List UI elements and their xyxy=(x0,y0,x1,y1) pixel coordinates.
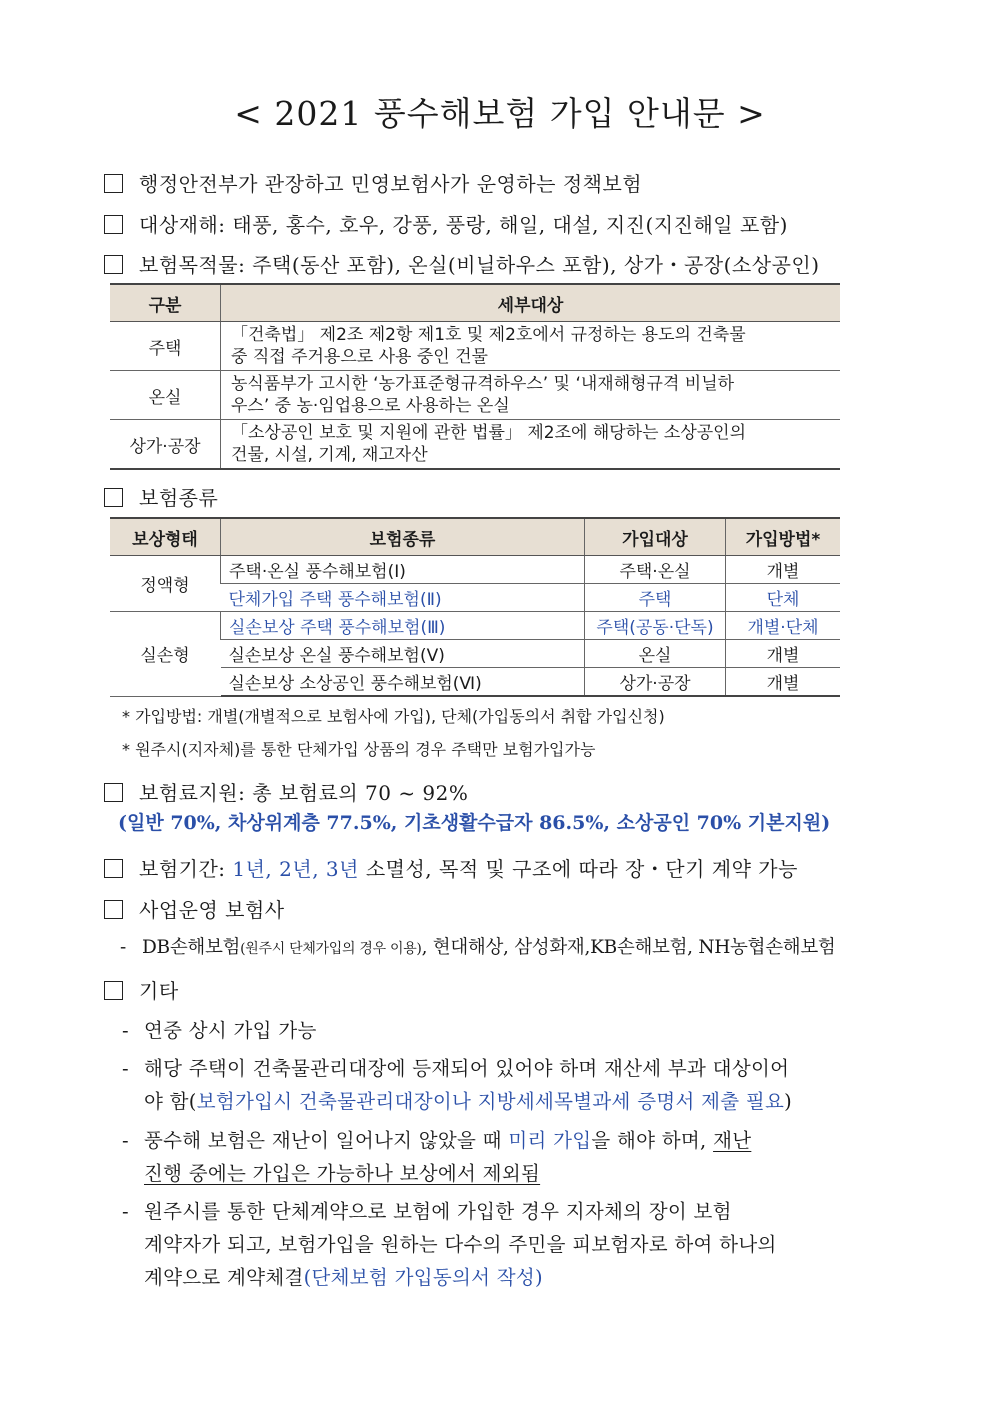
types-header-name: 보험종류 xyxy=(221,518,585,556)
table-row: 단체가입 주택 풍수해보험(Ⅱ) 주택 단체 xyxy=(110,584,840,612)
intro-item-2: 대상재해: 태풍, 홍수, 호우, 강풍, 풍랑, 해일, 대설, 지진(지진해일 포함) xyxy=(104,209,788,238)
table-row: 실손보상 소상공인 풍수해보험(Ⅵ) 상가·공장 개별 xyxy=(110,668,840,697)
period-highlight: 1년, 2년, 3년 xyxy=(232,857,359,881)
note-method: * 가입방법: 개별(개별적으로 보험사에 가입), 단체(가입동의서 취합 가입신청) xyxy=(122,707,665,726)
insurers-list: - DB손해보험(원주시 단체가입의 경우 이용), 현대해상, 삼성화재,KB손해보험, NH농협손해보험 xyxy=(120,937,836,958)
group-actual: 실손형 xyxy=(110,612,221,697)
etc-item-3: - 풍수해 보험은 재난이 일어나지 않았을 때 미리 가입을 해야 하며, 재난 진행 중에는 가입은 가능하나 보상에서 제외됨 xyxy=(122,1129,752,1185)
types-header-method: 가입방법* xyxy=(726,518,841,556)
table-row xyxy=(110,420,840,470)
targets-detail: 「소상공인 보호 및 지원에 관한 법률」 제2조에 해당하는 소상공인의 건물, 시설, 기계, 재고자산 xyxy=(221,420,841,470)
etc-label: 기타 xyxy=(104,975,179,1004)
checkbox-icon xyxy=(104,174,123,193)
checkbox-icon xyxy=(104,783,123,802)
intro-item-3: 보험목적물: 주택(동산 포함), 온실(비닐하우스 포함), 상가・공장(소상공인) xyxy=(104,249,820,278)
targets-detail: 농식품부가 고시한 ‘농가표준형규격하우스’ 및 ‘내재해형규격 비닐하 우스’ 중 농·임업용으로 사용하는 온실 xyxy=(221,371,841,420)
insurers-label: 사업운영 보험사 xyxy=(104,894,285,923)
intro-item-1: 행정안전부가 관장하고 민영보험사가 운영하는 정책보험 xyxy=(104,168,642,197)
checkbox-icon xyxy=(104,900,123,919)
etc-item-1: - 연중 상시 가입 가능 xyxy=(122,1019,317,1042)
checkbox-icon xyxy=(104,255,123,274)
types-header-target: 가입대상 xyxy=(585,518,726,556)
checkbox-icon xyxy=(104,981,123,1000)
types-header-comp: 보상형태 xyxy=(110,518,221,556)
types-table xyxy=(110,517,840,697)
premium-detail: (일반 70%, 차상위계층 77.5%, 기초생활수급자 86.5%, 소상공인 70% 기본지원) xyxy=(118,812,831,834)
targets-category: 주택 xyxy=(110,322,221,371)
targets-detail: 「건축법」 제2조 제2항 제1호 및 제2호에서 규정하는 용도의 건축물 중 직접 주거용으로 사용 중인 건물 xyxy=(221,322,841,371)
premium-label: 보험료지원: 총 보험료의 70 ~ 92% xyxy=(104,777,468,806)
table-row: 실손형 실손보상 주택 풍수해보험(Ⅲ) 주택(공동·단독) 개별·단체 xyxy=(110,612,840,640)
table-row xyxy=(110,322,840,371)
etc-item-4: - 원주시를 통한 단체계약으로 보험에 가입한 경우 지자체의 장이 보험 계약자가 되고, 보험가입을 원하는 다수의 주민을 피보험자로 하여 하나의 계약으로 계약체결(단체보험 가입동의서 작성) xyxy=(122,1200,777,1289)
targets-category: 상가·공장 xyxy=(110,420,221,470)
targets-header-category: 구분 xyxy=(110,284,221,322)
checkbox-icon xyxy=(104,215,123,234)
types-heading: 보험종류 xyxy=(104,482,218,511)
targets-category: 온실 xyxy=(110,371,221,420)
note-group: * 원주시(지자체)를 통한 단체가입 상품의 경우 주택만 보험가입가능 xyxy=(122,740,596,759)
table-row: 정액형 주택·온실 풍수해보험(Ⅰ) 주택·온실 개별 xyxy=(110,556,840,584)
checkbox-icon xyxy=(104,488,123,507)
table-row: 실손보상 온실 풍수해보험(Ⅴ) 온실 개별 xyxy=(110,640,840,668)
table-row xyxy=(110,371,840,420)
period-row: 보험기간: 1년, 2년, 3년 소멸성, 목적 및 구조에 따라 장・단기 계약 가능 xyxy=(104,853,798,882)
checkbox-icon xyxy=(104,859,123,878)
etc-item-2: - 해당 주택이 건축물관리대장에 등재되어 있어야 하며 재산세 부과 대상이어 야 함(보험가입시 건축물관리대장이나 지방세세목별과세 증명서 제출 필요) xyxy=(122,1057,793,1113)
targets-table xyxy=(110,283,840,470)
targets-header-detail: 세부대상 xyxy=(221,284,841,322)
group-fixed: 정액형 xyxy=(110,556,221,612)
page-title: < 2021 풍수해보험 가입 안내문 > xyxy=(234,94,766,133)
